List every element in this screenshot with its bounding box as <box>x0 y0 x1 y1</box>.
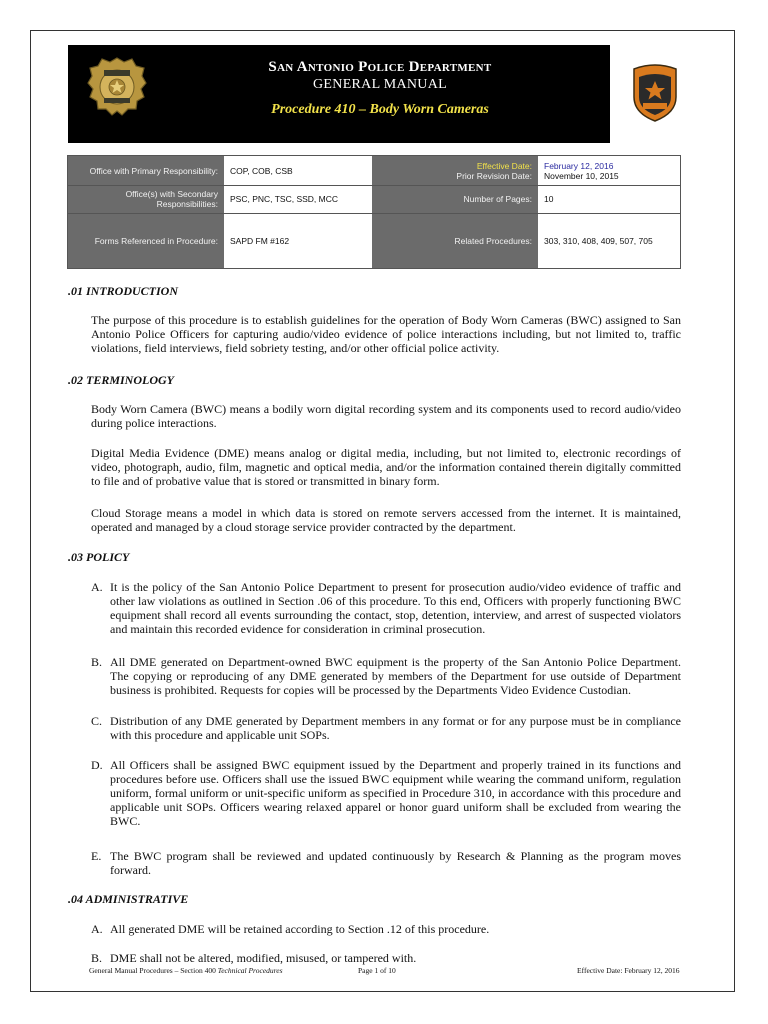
item-letter: B. <box>91 655 103 669</box>
office-primary-value-cell <box>224 156 372 185</box>
footer-italic: Technical Procedures <box>217 966 283 975</box>
pages-label: Number of Pages: <box>463 194 532 204</box>
office-primary-label-cell <box>68 156 224 185</box>
footer-section-label <box>89 966 283 975</box>
forms-value-cell <box>224 213 372 268</box>
department-name: San Antonio Police Department <box>268 59 492 75</box>
prior-revision-label: Prior Revision Date: <box>456 170 532 181</box>
section-number: .04 <box>68 892 83 906</box>
introduction-paragraph: The purpose of this procedure is to establish guidelines for the operation of Body Worn Cameras (BWC) assigned to San Antonio Police Officers for capturing audio/video evidence of police interactions including, but not limited to, traffic violations, field interviews, field sobriety testing, and/or other official police activity. <box>91 313 681 355</box>
procedure-title: Procedure 410 – Body Worn Cameras <box>271 102 489 117</box>
item-letter: B. <box>91 951 103 965</box>
policy-item <box>91 655 681 697</box>
section-heading-administrative <box>68 892 188 907</box>
office-secondary-label-cell <box>68 185 224 213</box>
section-heading-terminology <box>68 373 174 388</box>
item-text: The BWC program shall be reviewed and updated continuously by Research & Planning as the program moves forward. <box>110 849 681 877</box>
forms-label: Forms Referenced in Procedure: <box>94 235 218 246</box>
footer-page-number: Page 1 of 10 <box>358 966 396 975</box>
table-divider <box>68 213 680 214</box>
related-label: Related Procedures: <box>454 235 532 246</box>
policy-item <box>91 849 681 877</box>
prior-revision-value: November 10, 2015 <box>544 170 619 181</box>
forms-value: SAPD FM #162 <box>230 235 290 246</box>
pages-value: 10 <box>544 194 554 204</box>
item-text: All generated DME will be retained according to Section .12 of this procedure. <box>110 922 490 936</box>
policy-item <box>91 580 681 636</box>
item-text: Distribution of any DME generated by Department members in any format or for any purpose must be in compliance with this procedure and applicable unit SOPs. <box>110 714 681 742</box>
table-divider <box>68 185 680 186</box>
policy-item <box>91 714 681 742</box>
item-letter: E. <box>91 849 102 863</box>
pages-value-cell <box>538 185 680 213</box>
section-number: .02 <box>68 373 83 387</box>
section-title: TERMINOLOGY <box>86 373 175 387</box>
footer-prefix: General Manual Procedures – Section 400 <box>89 966 216 975</box>
terminology-bwc-paragraph: Body Worn Camera (BWC) means a bodily worn digital recording system and its components used to record audio/video during police interactions. <box>91 402 681 430</box>
policy-item <box>91 758 681 828</box>
administrative-item <box>91 922 681 936</box>
date-labels-cell <box>372 156 538 185</box>
footer-effective-date: Effective Date: February 12, 2016 <box>577 966 680 975</box>
office-primary-label: Office with Primary Responsibility: <box>89 165 218 176</box>
terminology-cloud-paragraph: Cloud Storage means a model in which data is stored on remote servers accessed from the internet. It is maintained, operated and managed by a cloud storage service provider contracted by the department. <box>91 506 681 534</box>
forms-label-cell <box>68 213 224 268</box>
manual-title: GENERAL MANUAL <box>313 77 447 92</box>
administrative-item <box>91 951 681 965</box>
related-label-cell <box>372 213 538 268</box>
office-primary-value: COP, COB, CSB <box>230 165 293 176</box>
pages-label-cell <box>372 185 538 213</box>
office-secondary-label: Office(s) with Secondary Responsibilities: <box>125 189 218 209</box>
related-value-cell <box>538 213 680 268</box>
related-value: 303, 310, 408, 409, 507, 705 <box>544 235 653 246</box>
office-secondary-value: PSC, PNC, TSC, SSD, MCC <box>230 194 338 204</box>
item-letter: C. <box>91 714 103 728</box>
police-badge-icon <box>86 56 148 118</box>
item-text: DME shall not be altered, modified, misused, or tampered with. <box>110 951 417 965</box>
item-text: All Officers shall be assigned BWC equipment issued by the Department and properly trained in its functions and procedures before use. Officers shall use the issued BWC equipment while wearing the command uniform, regulation uniform, formal uniform or unit-specific uniform as specified in Procedure 310, in accordance with this procedure and applicable unit SOPs. Officers wearing relaxed apparel or honor guard uniform shall be excluded from wearing the BWC. <box>110 758 681 828</box>
item-letter: D. <box>91 758 103 772</box>
item-text: All DME generated on Department-owned BWC equipment is the property of the San Antonio Police Department. The copying or reproducing of any DME generated by members of the Department for use outside of Department business is prohibited. Requests for copies will be processed by the Departments Video Evidence Custodian. <box>110 655 681 697</box>
section-title: ADMINISTRATIVE <box>85 892 189 906</box>
effective-date-value: February 12, 2016 <box>544 160 614 171</box>
effective-date-label: Effective Date: <box>476 160 532 171</box>
item-letter: A. <box>91 922 103 936</box>
office-secondary-value-cell <box>224 185 372 213</box>
section-title: INTRODUCTION <box>86 284 179 298</box>
police-patch-icon <box>630 63 680 123</box>
date-values-cell <box>538 156 680 185</box>
section-heading-introduction <box>68 284 178 299</box>
section-heading-policy <box>68 550 129 565</box>
section-number: .01 <box>68 284 83 298</box>
section-title: POLICY <box>86 550 130 564</box>
item-letter: A. <box>91 580 103 594</box>
terminology-dme-paragraph: Digital Media Evidence (DME) means analog or digital media, including, but not limited to, electronic recordings of video, photograph, audio, film, magnetic and optical media, and/or the information contained therein digitally committed to file and of probative value that is stored or transmitted in binary form. <box>91 446 681 488</box>
section-number: .03 <box>68 550 83 564</box>
info-table <box>67 155 681 269</box>
item-text: It is the policy of the San Antonio Police Department to present for prosecution audio/video evidence of traffic and other law violations as outlined in Section .06 of this procedure. To this end, Officers with properly functioning BWC equipment shall record all events surrounding the contact, stop, detention, interview, and arrest of suspected violators and maintain this recorded evidence for consideration in criminal prosecution. <box>110 580 681 636</box>
